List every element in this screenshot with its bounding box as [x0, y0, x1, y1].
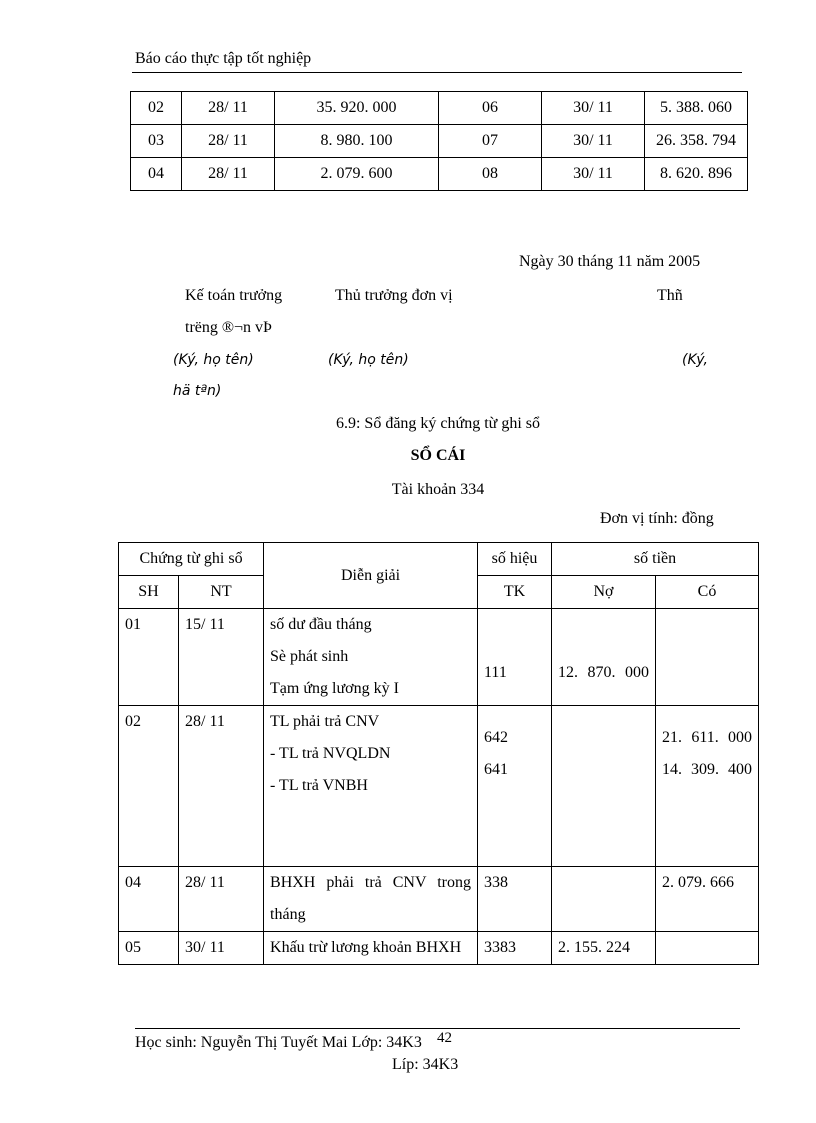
cell-amount: 35. 920. 000 [275, 92, 439, 125]
cell-credit: 2. 079. 666 [656, 867, 759, 932]
cell-sh: 04 [119, 867, 179, 932]
signature-role-chief-accountant: Kế toán trưởng [185, 287, 283, 304]
cell-date: 30/ 11 [542, 92, 645, 125]
cell-debit [552, 706, 656, 867]
cell-credit [656, 706, 759, 867]
header-debit: Nợ [552, 576, 656, 609]
signature-sign-1: (Ký, họ tên) [173, 352, 254, 368]
cell-credit [656, 932, 759, 965]
figure-caption: 6.9: Sổ đăng ký chứng từ ghi sổ [335, 415, 540, 432]
footer-page-number: 42 [437, 1030, 452, 1046]
header-tk: TK [478, 576, 552, 609]
header-account-no: số hiệu [478, 543, 552, 576]
cell-description: BHXH phải trả CNV trong tháng [264, 867, 478, 932]
unit-label: Đơn vị tính: đồng [600, 510, 714, 527]
cell-date: 30/ 11 [542, 125, 645, 158]
cell-tk: 111 [478, 609, 552, 706]
header-description: Diễn giải [264, 543, 478, 609]
cell-amount: 8. 620. 896 [645, 158, 748, 191]
desc-line: - TL trả VNBH [270, 777, 368, 794]
signature-role-third: Thñ [657, 287, 683, 304]
header-sh: SH [119, 576, 179, 609]
cell-tk: 3383 [478, 932, 552, 965]
cell-sh: 05 [119, 932, 179, 965]
desc-line: Sè phát sinh [270, 648, 349, 665]
ledger-table [118, 542, 759, 965]
footer-student: Học sinh: Nguyễn Thị Tuyết Mai Lớp: 34K3 [135, 1034, 422, 1051]
cell-debit [552, 867, 656, 932]
credit-line: 14. 309. 400 [662, 761, 753, 778]
table-row [119, 609, 759, 706]
cell-voucher-no: 04 [131, 158, 182, 191]
cell-amount: 26. 358. 794 [645, 125, 748, 158]
signature-role-head-of-unit: Thủ trưởng đơn vị [335, 287, 453, 304]
table-row [131, 158, 748, 191]
ledger-title: SỔ CÁI [410, 447, 466, 464]
cell-sh: 01 [119, 609, 179, 706]
header-credit: Có [656, 576, 759, 609]
cell-tk: 338 [478, 867, 552, 932]
top-summary-table [130, 91, 748, 191]
desc-line: TL phải trả CNV [270, 713, 380, 730]
footer-class: Líp: 34K3 [392, 1056, 459, 1073]
signature-sign-3-cont: hä tªn) [173, 383, 222, 399]
table-row [131, 125, 748, 158]
table-row [119, 706, 759, 867]
cell-debit: 12. 870. 000 [552, 609, 656, 706]
cell-date: 30/ 11 [542, 158, 645, 191]
table-row [119, 932, 759, 965]
tk-line: 641 [484, 761, 509, 778]
cell-tk [478, 706, 552, 867]
cell-amount: 2. 079. 600 [275, 158, 439, 191]
cell-voucher-no: 03 [131, 125, 182, 158]
cell-amount: 8. 980. 100 [275, 125, 439, 158]
cell-date: 28/ 11 [182, 125, 275, 158]
tk-line: 642 [484, 729, 509, 746]
desc-line: - TL trả NVQLDN [270, 745, 391, 762]
cell-date: 28/ 11 [182, 158, 275, 191]
signature-role-third-cont: trëng ®¬n vÞ [185, 319, 272, 336]
header-rule [132, 72, 742, 73]
cell-description: Khấu trừ lương khoản BHXH [264, 932, 478, 965]
cell-voucher-no: 02 [131, 92, 182, 125]
footer-rule [135, 1028, 740, 1029]
desc-line: số dư đầu tháng [270, 616, 372, 633]
signature-date: Ngày 30 tháng 11 năm 2005 [519, 253, 701, 270]
cell-voucher-no: 08 [439, 158, 542, 191]
header-amount: số tiền [552, 543, 759, 576]
header-voucher: Chứng từ ghi sổ [119, 543, 264, 576]
cell-nt: 28/ 11 [179, 867, 264, 932]
cell-description [264, 706, 478, 867]
signature-sign-2: (Ký, họ tên) [328, 352, 409, 368]
table-row [119, 867, 759, 932]
signature-sign-3: (Ký, [682, 352, 708, 368]
ledger-header-row [119, 543, 759, 576]
desc-line: Tạm ứng lương kỳ I [270, 680, 399, 697]
cell-date: 28/ 11 [182, 92, 275, 125]
account-label: Tài khoản 334 [391, 481, 485, 498]
cell-voucher-no: 07 [439, 125, 542, 158]
cell-sh: 02 [119, 706, 179, 867]
cell-voucher-no: 06 [439, 92, 542, 125]
cell-nt: 15/ 11 [179, 609, 264, 706]
header-nt: NT [179, 576, 264, 609]
cell-credit [656, 609, 759, 706]
table-row [131, 92, 748, 125]
credit-line: 21. 611. 000 [662, 729, 753, 746]
cell-nt: 28/ 11 [179, 706, 264, 867]
cell-nt: 30/ 11 [179, 932, 264, 965]
cell-amount: 5. 388. 060 [645, 92, 748, 125]
page-header-title: Báo cáo thực tập tốt nghiệp [135, 50, 312, 67]
cell-debit: 2. 155. 224 [552, 932, 656, 965]
cell-description [264, 609, 478, 706]
